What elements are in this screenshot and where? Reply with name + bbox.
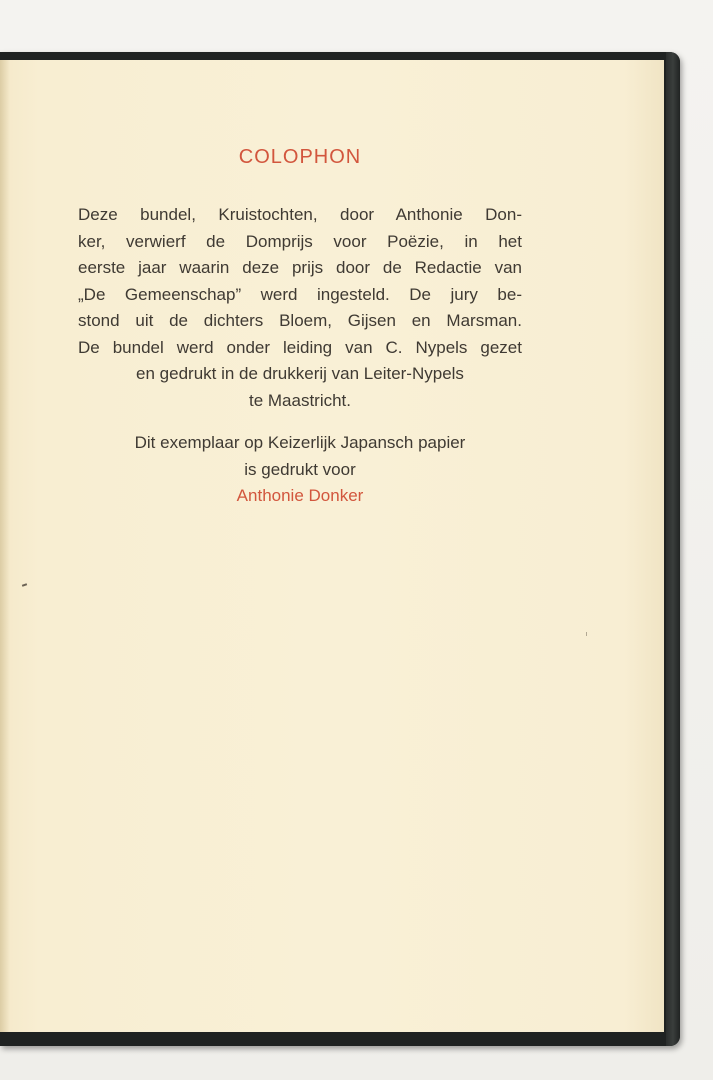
dedication-line: Dit exemplaar op Keizerlijk Japansch papier [134, 433, 466, 452]
colophon-line: en gedrukt in de drukkerij van Leiter-Nypels [136, 364, 464, 383]
colophon-line: „De Gemeenschap” werd ingesteld. De jury be- [78, 284, 522, 304]
cover-edge [666, 52, 680, 1046]
recipient-name: Anthonie Donker [236, 486, 364, 505]
dedication-text [78, 430, 522, 510]
colophon-line: stond uit de dichters Bloem, Gijsen en Marsman. [78, 311, 522, 330]
paper-speck [22, 583, 27, 587]
colophon-line: Deze bundel, Kruistochten, door Anthonie Don- [78, 205, 522, 224]
book-page [0, 60, 664, 1032]
colophon-line: ker, verwierf de Domprijs voor Poëzie, in het [78, 231, 522, 251]
colophon-line: De bundel werd onder leiding van C. Nypels gezet [78, 337, 522, 357]
colophon-line: te Maastricht. [248, 390, 352, 410]
page-gutter [0, 60, 10, 1032]
page-title: COLOPHON [238, 146, 362, 168]
paper-speck [586, 632, 587, 636]
dedication-line: is gedrukt voor [244, 459, 356, 479]
colophon-line: eerste jaar waarin deze prijs door de Redactie van [78, 258, 522, 277]
colophon-text [78, 202, 522, 414]
